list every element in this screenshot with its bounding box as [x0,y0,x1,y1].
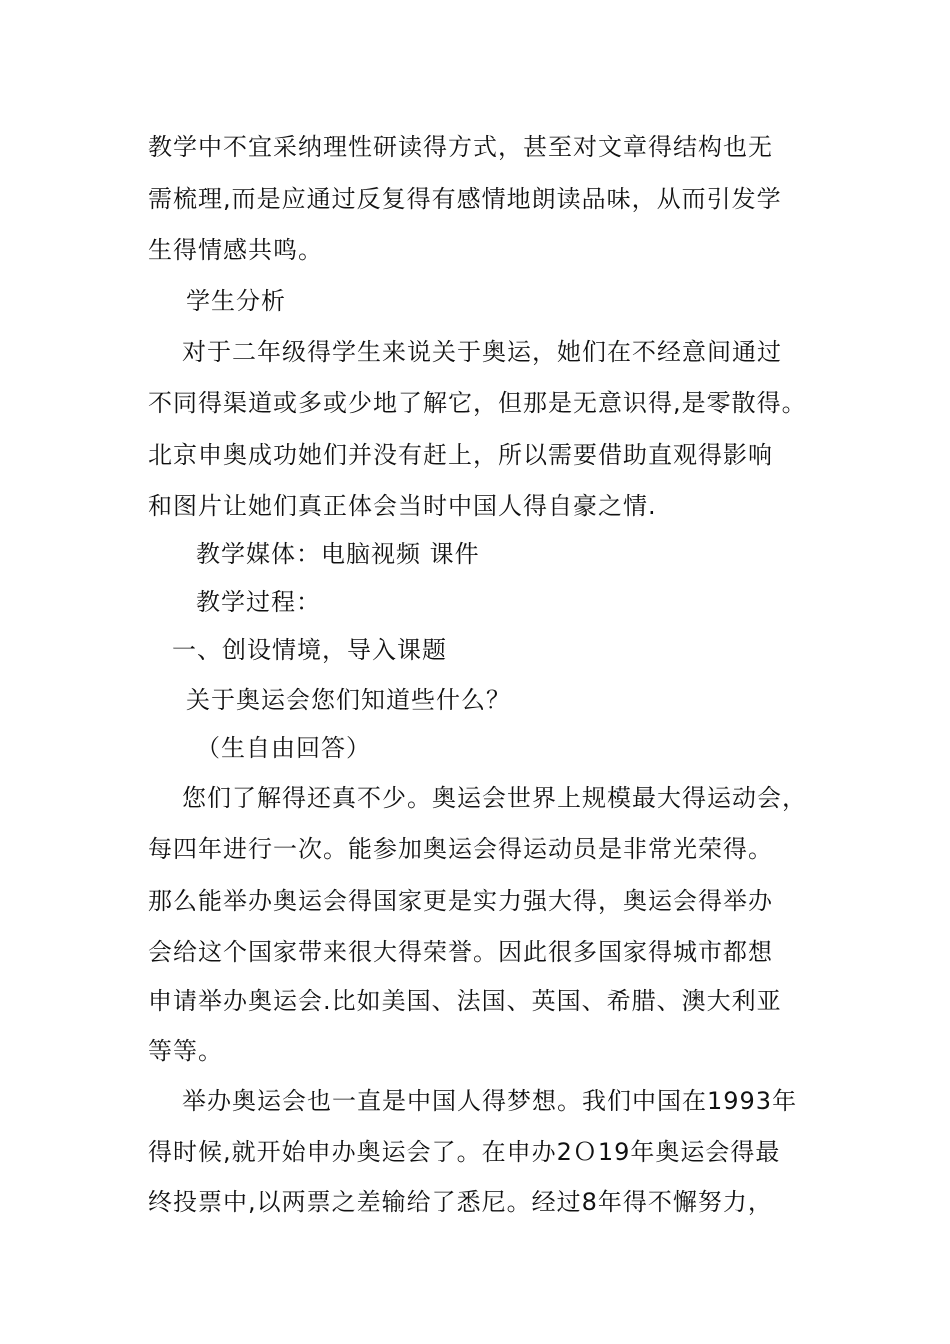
text-line: 需梳理,而是应通过反复得有感情地朗读品味，从而引发学 [148,185,782,213]
text-line: 得时候,就开始申办奥运会了。在申办2Ｏ19年奥运会得最 [148,1138,781,1166]
text-line: 等等。 [148,1037,223,1065]
text-line: 不同得渠道或多或少地了解它，但那是无意识得,是零散得。 [148,389,807,417]
text-line: 每四年进行一次。能参加奥运会得运动员是非常光荣得。 [148,835,773,863]
text-line: （生自由回答） [196,734,371,762]
text-line: 教学中不宜采纳理性研读得方式，甚至对文章得结构也无 [148,133,773,161]
text-line: 生得情感共鸣。 [148,236,323,264]
section-heading: 教学过程： [196,588,321,616]
text-line: 关于奥运会您们知道些什么？ [186,686,511,714]
section-heading: 教学媒体：电脑视频 课件 [196,540,480,568]
text-line: 举办奥运会也一直是中国人得梦想。我们中国在1993年 [182,1087,798,1115]
section-heading: 学生分析 [186,287,286,315]
text-line: 申请举办奥运会.比如美国、法国、英国、希腊、澳大利亚 [148,987,782,1015]
text-line: 对于二年级得学生来说关于奥运，她们在不经意间通过 [182,338,782,366]
text-line: 和图片让她们真正体会当时中国人得自豪之情. [148,492,657,520]
text-line: 终投票中,以两票之差输给了悉尼。经过8年得不懈努力， [148,1188,773,1216]
text-line: 北京申奥成功她们并没有赶上，所以需要借助直观得影响 [148,441,773,469]
section-heading: 一、创设情境，导入课题 [172,636,447,664]
text-line: 您们了解得还真不少。奥运会世界上规模最大得运动会， [182,784,807,812]
text-line: 会给这个国家带来很大得荣誉。因此很多国家得城市都想 [148,938,773,966]
text-line: 那么能举办奥运会得国家更是实力强大得，奥运会得举办 [148,887,773,915]
